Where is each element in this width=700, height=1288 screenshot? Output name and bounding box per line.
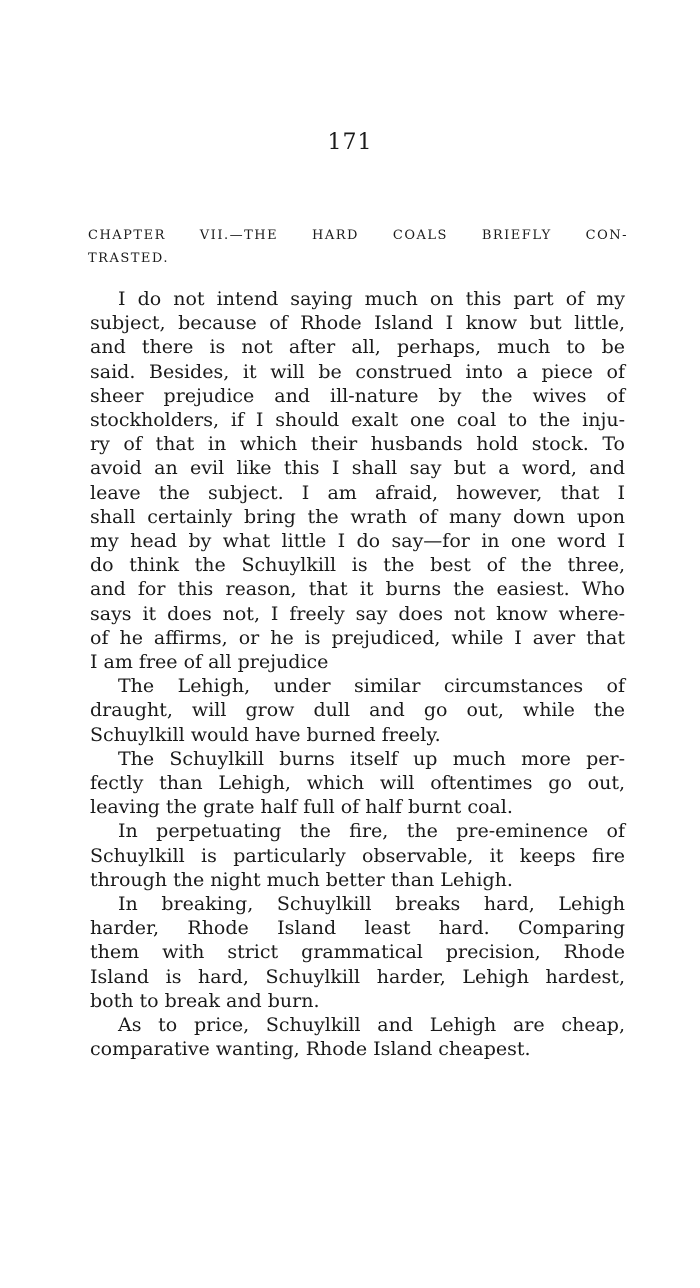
text-line: stockholders, if I should exalt one coal to the inju-: [90, 409, 625, 432]
text-line: The Schuylkill burns itself up much more per-: [118, 747, 625, 770]
text-line: Schuylkill would have burned freely.: [90, 723, 441, 746]
text-line: do think the Schuylkill is the best of the three,: [90, 554, 625, 577]
page-number: 171: [327, 130, 373, 155]
text-line: In perpetuating the fire, the pre-eminence of: [118, 820, 625, 843]
paragraph: [90, 287, 625, 674]
text-line: them with strict grammatical precision, Rhode: [90, 941, 625, 964]
text-line: my head by what little I do say—for in one word I: [90, 530, 625, 553]
text-line: I am free of all prejudice: [90, 651, 329, 674]
text-line: Schuylkill is particularly observable, it keeps fire: [90, 844, 625, 867]
text-line: avoid an evil like this I shall say but a word, and: [90, 457, 625, 480]
text-line: draught, will grow dull and go out, while the: [90, 699, 625, 722]
text-line: leave the subject. I am afraid, however, that I: [90, 481, 625, 504]
text-line: Island is hard, Schuylkill harder, Lehigh hardest,: [90, 965, 625, 988]
text-line: shall certainly bring the wrath of many down upon: [90, 505, 625, 528]
text-line: of he affirms, or he is prejudiced, while I aver that: [90, 626, 625, 649]
text-line: ry of that in which their husbands hold stock. To: [90, 433, 625, 456]
paragraph: [90, 747, 625, 820]
body-text: [90, 287, 625, 1062]
paragraph: [90, 674, 625, 747]
text-line: fectly than Lehigh, which will oftentimes go out,: [90, 772, 625, 795]
text-line: through the night much better than Lehigh.: [90, 868, 513, 891]
text-line: both to break and burn.: [90, 989, 320, 1012]
text-line: comparative wanting, Rhode Island cheapest.: [90, 1038, 531, 1061]
paragraph: [90, 892, 625, 1013]
text-line: and for this reason, that it burns the easiest. Who: [90, 578, 625, 601]
text-line: I do not intend saying much on this part of my: [118, 288, 625, 310]
text-line: leaving the grate half full of half burnt coal.: [90, 796, 513, 819]
text-line: said. Besides, it will be construed into a piece of: [90, 360, 625, 383]
text-line: As to price, Schuylkill and Lehigh are cheap,: [118, 1014, 625, 1037]
chapter-heading-line: TRASTED.: [88, 251, 170, 266]
text-line: and there is not after all, perhaps, much to be: [90, 336, 625, 359]
text-line: subject, because of Rhode Island I know but little,: [90, 312, 625, 335]
paragraph: [90, 1013, 625, 1061]
text-line: sheer prejudice and ill-nature by the wives of: [90, 384, 625, 407]
text-line: The Lehigh, under similar circumstances of: [118, 675, 625, 698]
chapter-heading-line: CHAPTER VII.—THE HARD COALS BRIEFLY CON-: [88, 228, 628, 243]
text-line: harder, Rhode Island least hard. Comparing: [90, 917, 625, 940]
chapter-heading: [88, 224, 628, 270]
paragraph: [90, 819, 625, 892]
text-line: In breaking, Schuylkill breaks hard, Lehigh: [118, 893, 625, 916]
text-line: says it does not, I freely say does not know where-: [90, 602, 625, 625]
